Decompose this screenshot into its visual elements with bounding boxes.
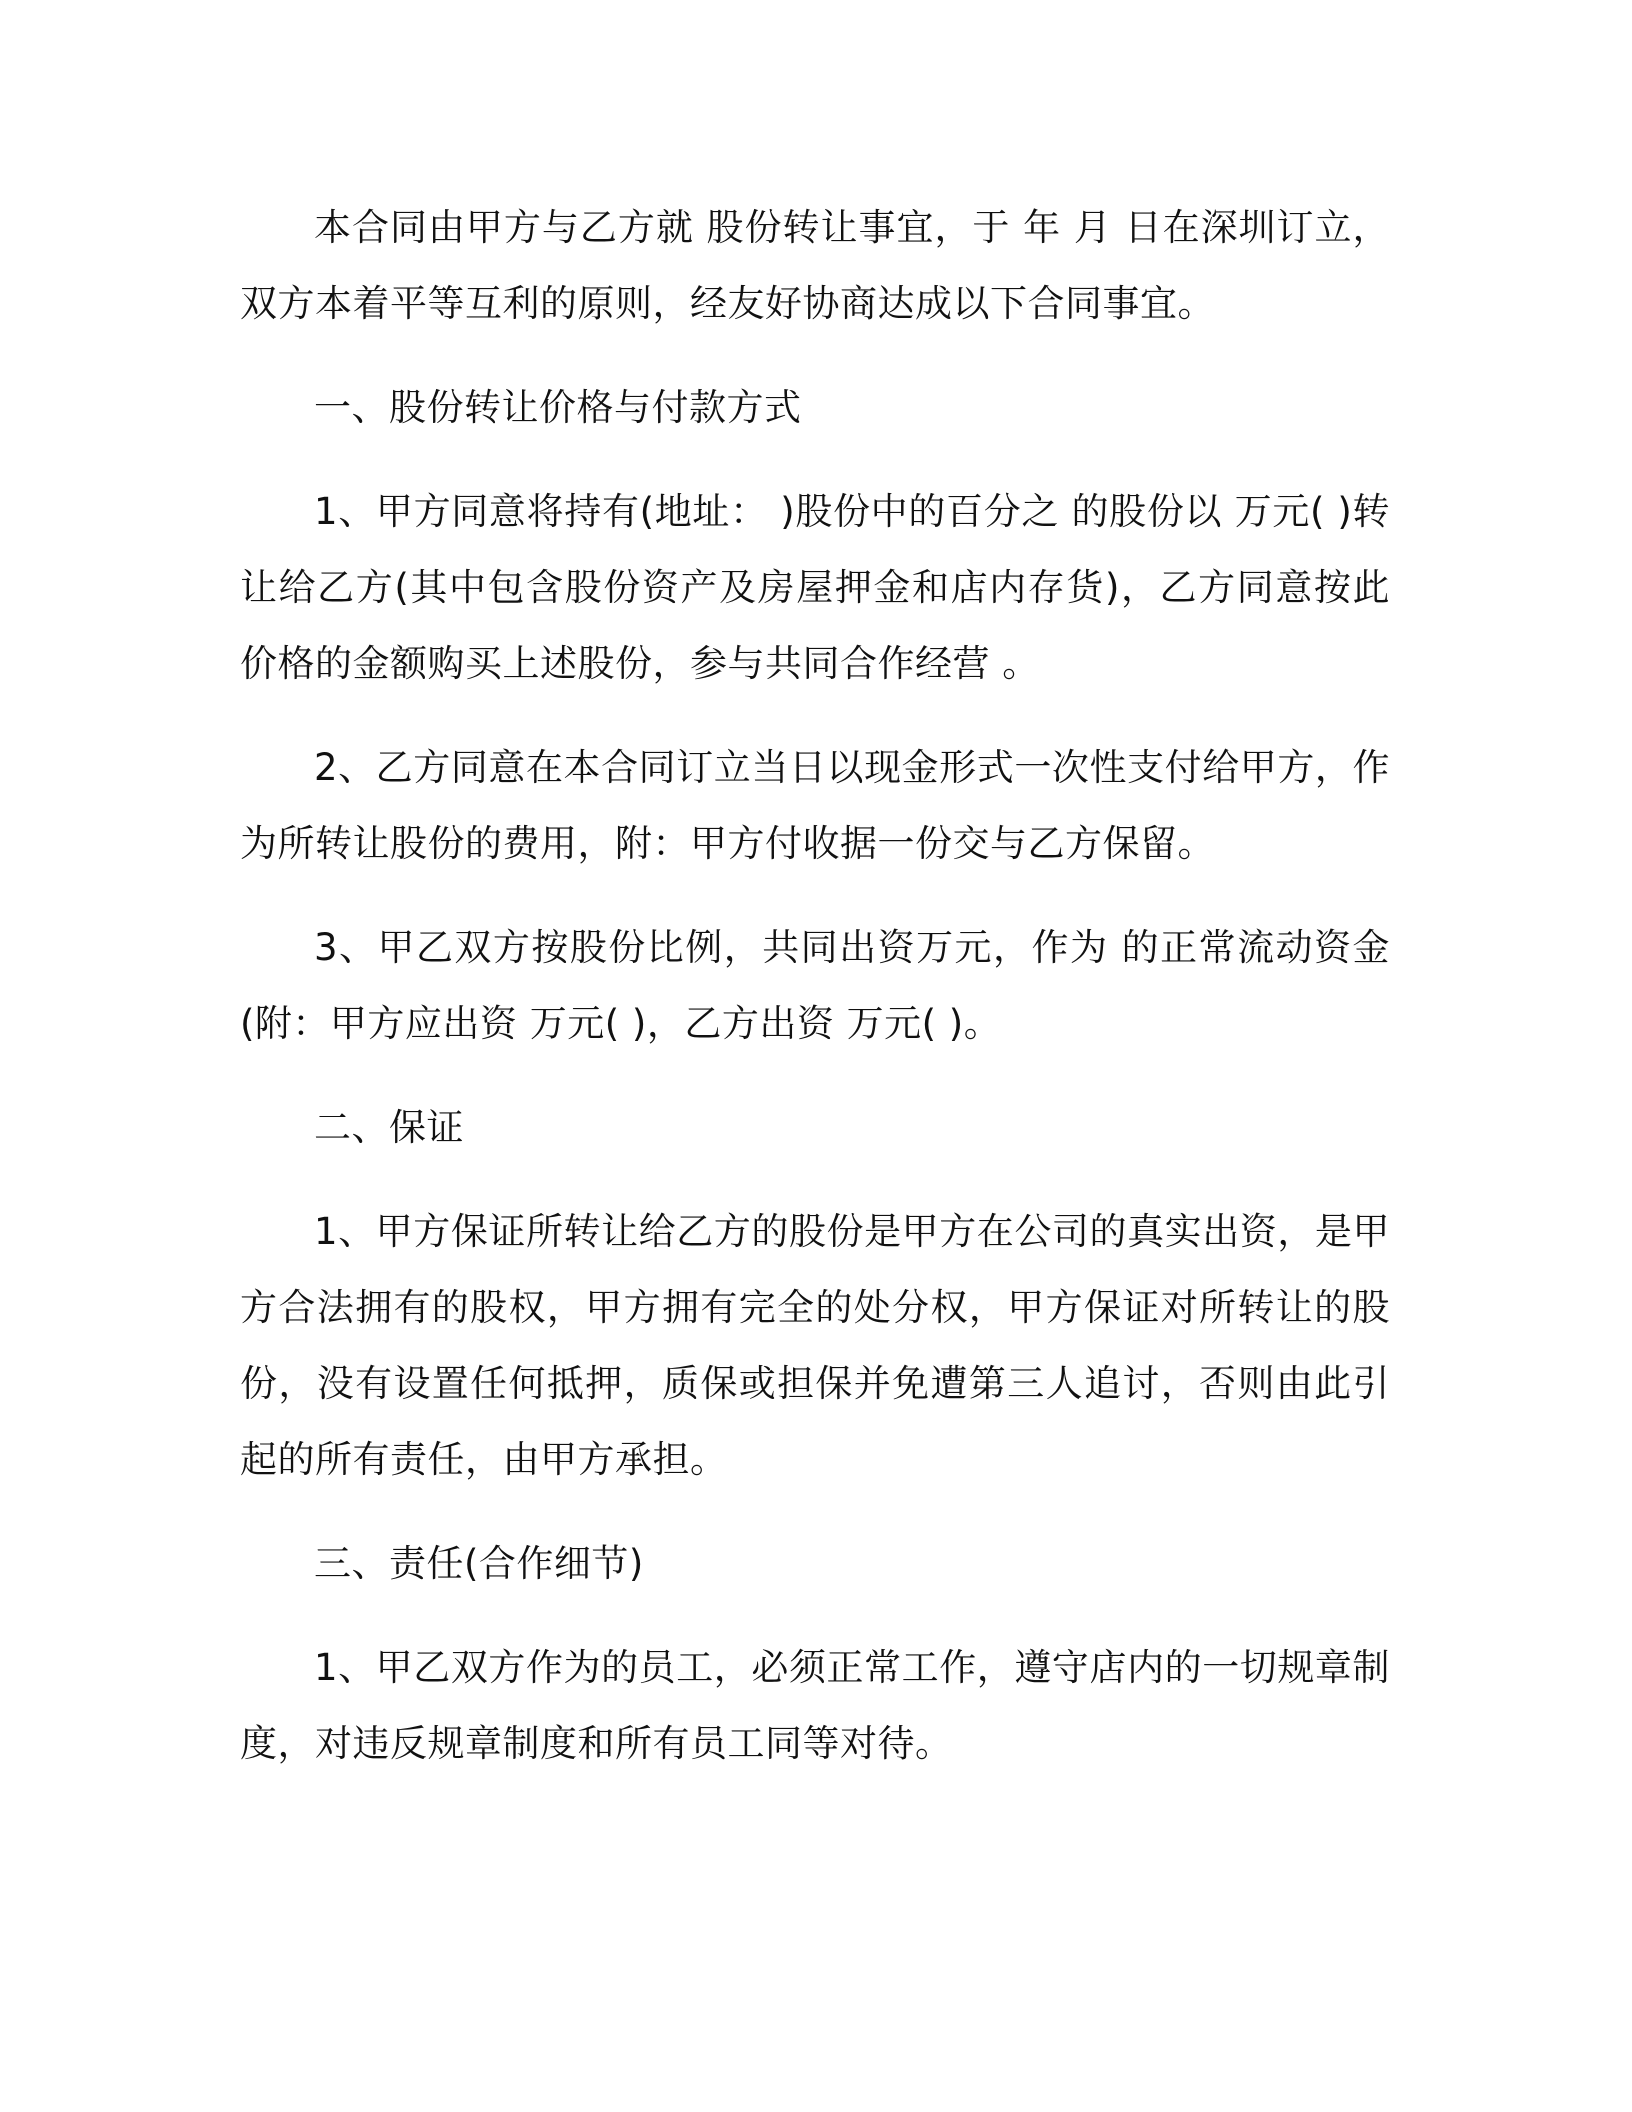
section-heading-3: 三、责任(合作细节) xyxy=(314,1542,644,1585)
clause-1-2: 2、乙方同意在本合同订立当日以现金形式一次性支付给甲方，作为所转让股份的费用，附：甲方付收据一份交与乙方保留。 xyxy=(240,746,1390,865)
clause-2-1: 1、甲方保证所转让给乙方的股份是甲方在公司的真实出资，是甲方合法拥有的股权，甲方拥有完全的处分权，甲方保证对所转让的股份，没有设置任何抵押，质保或担保并免遭第三人追讨，否则由此引起的所有责任，由甲方承担。 xyxy=(240,1210,1390,1481)
clause-3-1: 1、甲乙双方作为的员工，必须正常工作，遵守店内的一切规章制度，对违反规章制度和所有员工同等对待。 xyxy=(240,1646,1390,1765)
clause-1-3: 3、甲乙双方按股份比例，共同出资万元，作为 的正常流动资金(附：甲方应出资 万元( )，乙方出资 万元( )。 xyxy=(240,926,1390,1045)
section-heading-1: 一、股份转让价格与付款方式 xyxy=(314,386,802,429)
clause-1-1: 1、甲方同意将持有(地址： )股份中的百分之 的股份以 万元( )转让给乙方(其中包含股份资产及房屋押金和店内存货)，乙方同意按此价格的金额购买上述股份，参与共同合作经营 。 xyxy=(240,490,1390,685)
section-heading-2: 二、保证 xyxy=(314,1106,464,1149)
intro-paragraph: 本合同由甲方与乙方就 股份转让事宜，于 年 月 日在深圳订立，双方本着平等互利的原则，经友好协商达成以下合同事宜。 xyxy=(240,206,1390,325)
document-body xyxy=(240,190,1390,1810)
